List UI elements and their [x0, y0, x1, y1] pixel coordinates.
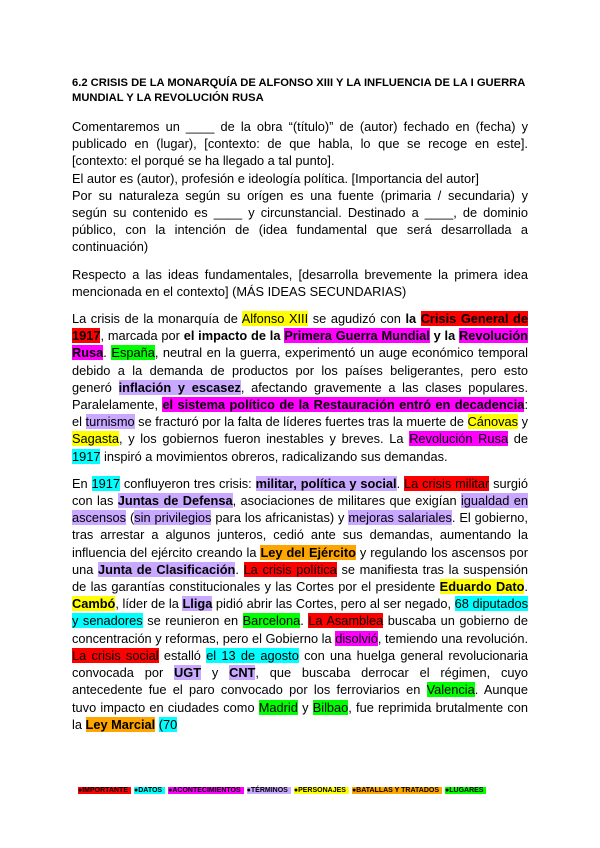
color-legend — [78, 786, 522, 795]
body-paragraph-1 — [72, 310, 528, 465]
important-highlight: La crisis política — [243, 561, 337, 577]
place-highlight: Barcelona — [242, 613, 301, 629]
place-highlight: España — [111, 345, 155, 361]
text-run: . — [524, 579, 528, 595]
text-run: y — [297, 699, 313, 715]
bold-text: el impacto de la — [183, 328, 285, 344]
text-run: se reunieron en — [142, 613, 243, 629]
text-run: y regulando los ascensos por una — [72, 544, 529, 577]
text-run: , que buscaba derrocar el régimen, cuyo antecedente fue el paro convocado por los ferroviarios en — [72, 665, 528, 698]
text-run: se agudizó con — [308, 311, 406, 327]
text-run: ( — [126, 510, 135, 526]
term-highlight: turnismo — [85, 414, 135, 430]
event-highlight: Revolución Rusa — [72, 328, 528, 361]
bold-text: la — [405, 311, 421, 327]
text-run: , neutral en la guerra, experimentó un auge económico temporal debido a la demanda de productos por los países beligerantes, pero esto generó — [72, 345, 528, 395]
text-run: pidió abrir las Cortes, pero al ser negado, — [212, 596, 455, 612]
text-run: . — [396, 475, 405, 491]
text-run: , afectando gravemente a las clases populares. Paralelamente, — [72, 379, 528, 413]
term-highlight: Junta de Clasificación — [98, 561, 236, 577]
text-run: . Aunque tuvo impacto en ciudades como — [72, 682, 528, 715]
text-run: , fue reprimida brutalmente con la — [72, 699, 528, 732]
term-highlight: inflación y escasez — [118, 379, 241, 395]
place-highlight: Valencia — [426, 682, 475, 698]
text-run: para los africanistas) y — [211, 510, 349, 526]
legend-item-acontecimientos: ●ACONTECIMIENTOS — [168, 787, 244, 794]
treaty-highlight: Ley Marcial — [85, 716, 156, 732]
text-run: . El gobierno, tras arrestar a algunos junteros, cedió ante sus demandas, aumentando la influencia del ejército creando la — [72, 510, 528, 560]
text-run: confluyeron tres crisis: — [119, 475, 256, 491]
person-highlight: Cambó — [72, 596, 116, 612]
date-highlight: (70 — [158, 716, 178, 732]
text-run: de — [508, 431, 528, 447]
text-run: : el — [72, 397, 528, 430]
text-run: estalló — [158, 647, 207, 663]
text-run: . — [300, 613, 309, 629]
text-run: . — [103, 345, 112, 361]
date-highlight: 1917 — [72, 448, 101, 464]
person-highlight: Alfonso XIII — [241, 311, 309, 327]
intro-paragraph-3: Por su naturaleza según su orígen es una fuente (primaria / secundaria) y según su contenido es ____ y circunstancial. Destinado a ____, de dominio público, con la intención de (idea fundamental que será desarrollada a continuación) — [72, 187, 528, 255]
page-title: 6.2 CRISIS DE LA MONARQUÍA DE ALFONSO XIII Y LA INFLUENCIA DE LA I GUERRA MUNDIAL Y LA REVOLUCIÓN RUSA — [72, 77, 525, 104]
text-run: , marcada por — [100, 328, 184, 344]
ideas-paragraph: Respecto a las ideas fundamentales, [desarrolla brevemente la primera idea mencionada en el contexto] (MÁS IDEAS SECUNDARIAS) — [72, 266, 528, 299]
legend-item-datos: ●DATOS — [134, 787, 165, 794]
text-run: , y los gobiernos fueron inestables y breves. La — [118, 431, 410, 447]
term-highlight: Juntas de Defensa — [117, 493, 233, 509]
document-page — [72, 76, 528, 743]
event-highlight: Primera Guerra Mundial — [284, 328, 430, 344]
text-run: y — [518, 414, 529, 430]
text-run: , líder de la — [115, 596, 183, 612]
text-run: La crisis de la monarquía de — [72, 311, 242, 327]
important-highlight: La crisis militar — [404, 475, 490, 491]
text-run: , temiendo una revolución. — [377, 630, 528, 646]
legend-item-terminos: ●TÉRMINOS — [247, 787, 291, 794]
place-highlight: Bilbao — [312, 699, 349, 715]
text-run: con una huelga general revolucionaria convocada por — [72, 647, 528, 681]
important-highlight: Crisis General de 1917 — [72, 311, 528, 344]
term-highlight: mejoras salariales — [348, 510, 452, 526]
term-highlight: sin privilegios — [134, 510, 212, 526]
bold-text: y la — [429, 328, 459, 344]
text-run: . — [235, 561, 244, 577]
date-highlight: 68 diputados y senadores — [72, 596, 528, 629]
legend-item-importante: ●IMPORTANTE — [78, 787, 131, 794]
important-highlight: La crisis social — [72, 647, 159, 663]
event-highlight: Revolución Rusa — [409, 431, 509, 447]
text-run: , asociaciones de militares que exigían — [232, 493, 461, 509]
legend-item-lugares: ●LUGARES — [445, 787, 486, 794]
term-highlight: igualdad en ascensos — [72, 493, 528, 526]
text-run: se manifiesta tras la suspensión de las garantías constitucionales y las Cortes por el presidente — [72, 561, 528, 595]
legend-item-batallas: ●BATALLAS Y TRATADOS — [352, 787, 442, 794]
treaty-highlight: Ley del Ejército — [260, 544, 356, 560]
date-highlight: 1917 — [91, 475, 120, 491]
term-highlight: militar, política y social — [255, 475, 397, 491]
date-highlight: el 13 de agosto — [206, 647, 299, 663]
intro-paragraph-2: El autor es (autor), profesión e ideología política. [Importancia del autor] — [72, 170, 479, 186]
text-run: surgió con las — [72, 475, 528, 509]
person-highlight: Cánovas — [467, 414, 519, 430]
text-run: En — [72, 475, 92, 491]
person-highlight: Sagasta — [72, 431, 119, 447]
person-highlight: Eduardo Dato — [439, 579, 525, 595]
text-run: buscaba un gobierno de concentración y reformas, pero el Gobierno la — [72, 613, 528, 646]
event-highlight: el sistema político de la Restauración entró en decadencia — [162, 397, 525, 413]
term-highlight: UGT — [174, 665, 202, 681]
text-run: y — [201, 665, 230, 681]
body-paragraph-2 — [72, 475, 528, 733]
important-highlight: La Asamblea — [308, 613, 384, 629]
text-run: inspiró a movimientos obreros, radicalizando sus demandas. — [100, 448, 448, 464]
intro-paragraph-1: Comentaremos un ____ de la obra “(título)” de (autor) fechado en (fecha) y publicado en (lugar), [contexto: de que habla, lo que se recoge en este]. [contexto: el porqué se ha llegado a tal punto]. — [72, 119, 528, 169]
event-highlight: disolvió — [335, 630, 378, 646]
term-highlight: CNT — [229, 665, 256, 681]
legend-item-personajes: ●PERSONAJES — [294, 787, 349, 794]
text-run: se fracturó por la falta de líderes fuertes tras la muerte de — [134, 414, 468, 430]
term-highlight: Lliga — [182, 596, 213, 612]
place-highlight: Madrid — [258, 699, 298, 715]
